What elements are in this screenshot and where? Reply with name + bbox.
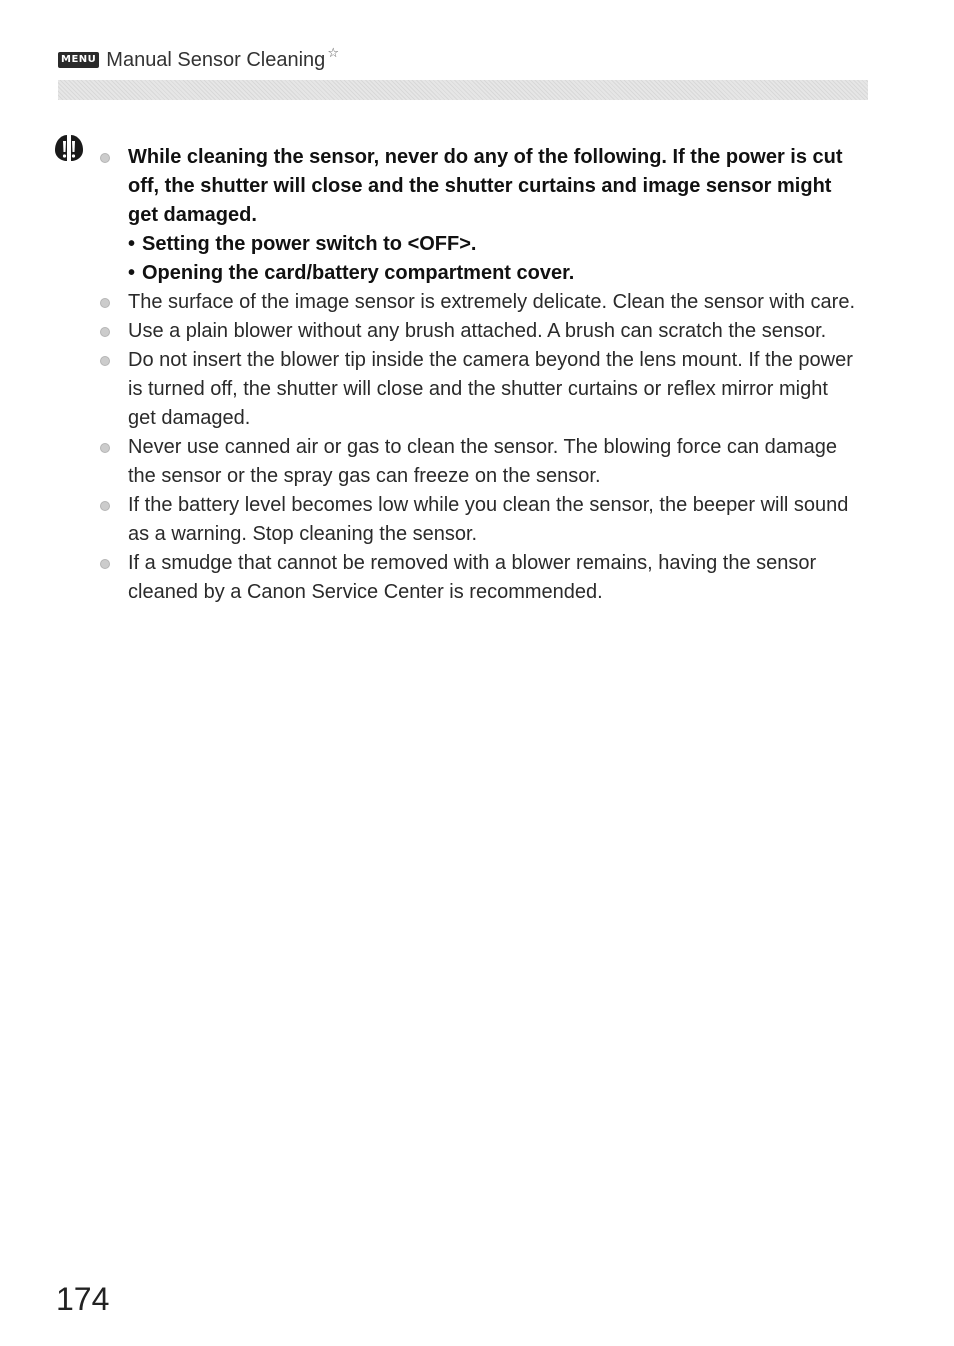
note-text: If a smudge that cannot be removed with a blower remains, having the sensor cleaned by a Canon Service Center is recommended. [128,552,817,603]
header-divider-bar [58,80,868,100]
bullet-icon [100,288,128,317]
note-item [100,346,860,433]
note-text: Do not insert the blower tip inside the camera beyond the lens mount. If the power is turned off, the shutter will close and the shutter curtains or reflex mirror might get damaged. [128,349,853,429]
caution-main-text: While cleaning the sensor, never do any of the following. If the power is cut off, the shutter will close and the shutter curtains and image sensor might get damaged. [128,146,843,226]
caution-content [100,143,860,607]
menu-icon: MENU [58,52,99,68]
page-header [58,47,339,73]
caution-warning-item [100,143,860,288]
caution-sub-list [128,230,860,288]
bullet-icon [100,549,128,578]
star-icon: ☆ [327,45,339,60]
bullet-icon [100,346,128,375]
bullet-icon [100,433,128,462]
note-item [100,433,860,491]
bullet-icon [100,143,128,172]
bullet-icon [100,317,128,346]
caution-sub-item: • Opening the card/battery compartment cover. [128,262,575,284]
note-item [100,549,860,607]
note-item [100,288,860,317]
note-item [100,491,860,549]
bullet-icon [100,491,128,520]
note-text: Use a plain blower without any brush attached. A brush can scratch the sensor. [128,320,827,342]
section-title: Manual Sensor Cleaning [106,48,326,71]
caution-sub-item: • Setting the power switch to <OFF>. [128,233,477,255]
note-text: Never use canned air or gas to clean the sensor. The blowing force can damage the sensor or the spray gas can freeze on the sensor. [128,436,837,487]
page-number: 174 [56,1281,110,1317]
caution-icon [53,132,85,164]
note-text: If the battery level becomes low while you clean the sensor, the beeper will sound as a warning. Stop cleaning the sensor. [128,494,849,545]
note-item [100,317,860,346]
note-text: The surface of the image sensor is extremely delicate. Clean the sensor with care. [128,291,856,313]
